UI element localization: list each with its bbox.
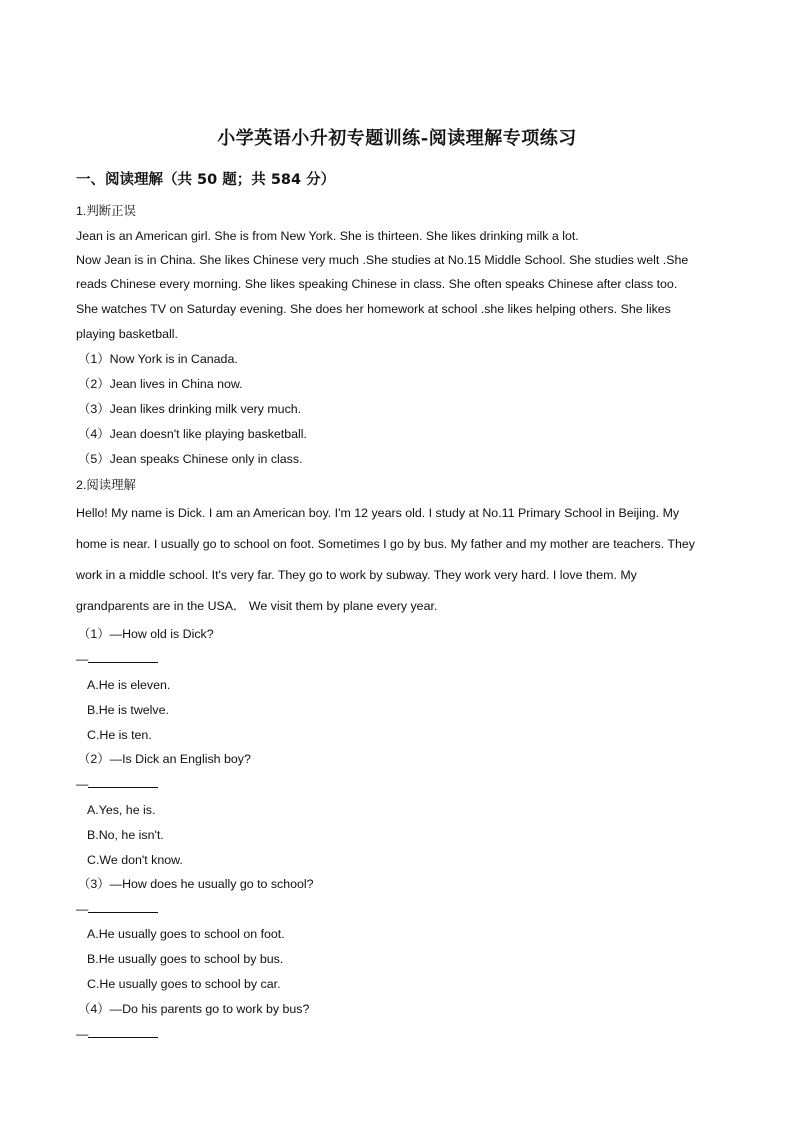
- answer-blank[interactable]: [76, 776, 158, 792]
- statement-5: （5）Jean speaks Chinese only in class.: [78, 452, 303, 466]
- answer-blank[interactable]: [76, 1026, 158, 1042]
- sub-question-2: （2）—Is Dick an English boy?: [78, 752, 251, 766]
- option-c: C.We don't know.: [87, 853, 183, 867]
- option-a: A.He is eleven.: [87, 678, 171, 692]
- statement-1: （1）Now York is in Canada.: [78, 352, 238, 366]
- option-b: B.He usually goes to school by bus.: [87, 952, 284, 966]
- option-b: B.No, he isn't.: [87, 828, 164, 842]
- passage-2-line: home is near. I usually go to school on foot. Sometimes I go by bus. My father and my mother are teachers. They: [76, 537, 695, 551]
- passage-2-line: work in a middle school. It's very far. They go to work by subway. They work very hard. I love them. My: [76, 568, 637, 582]
- option-c: C.He usually goes to school by car.: [87, 977, 281, 991]
- answer-blank[interactable]: [76, 901, 158, 917]
- statement-3: （3）Jean likes drinking milk very much.: [78, 402, 302, 416]
- blank-line: [88, 902, 158, 913]
- option-c: C.He is ten.: [87, 728, 152, 742]
- blank-line: [88, 1027, 158, 1038]
- sub-question-3: （3）—How does he usually go to school?: [78, 877, 314, 891]
- answer-dash: —: [76, 777, 89, 791]
- section-heading: 一、阅读理解（共 50 题；共 584 分）: [76, 172, 336, 188]
- passage-2-line: grandparents are in the USA． We visit them by plane every year.: [76, 599, 438, 613]
- sub-question-4: （4）—Do his parents go to work by bus?: [78, 1002, 310, 1016]
- question-1-label: 1.判断正误: [76, 204, 136, 218]
- passage-1-line: Now Jean is in China. She likes Chinese very much .She studies at No.15 Middle School. She studies welt .She: [76, 253, 689, 267]
- blank-line: [88, 777, 158, 788]
- passage-1-line: playing basketball.: [76, 327, 178, 341]
- answer-dash: —: [76, 652, 89, 666]
- passage-1-line: Jean is an American girl. She is from New York. She is thirteen. She likes drinking milk a lot.: [76, 229, 579, 243]
- question-2-label: 2.阅读理解: [76, 478, 136, 492]
- answer-blank[interactable]: [76, 651, 158, 667]
- option-a: A.He usually goes to school on foot.: [87, 927, 285, 941]
- statement-4: （4）Jean doesn't like playing basketball.: [78, 427, 307, 441]
- sub-question-1: （1）—How old is Dick?: [78, 627, 214, 641]
- document-title: 小学英语小升初专题训练-阅读理解专项练习: [217, 128, 577, 149]
- passage-1-line: She watches TV on Saturday evening. She does her homework at school .she likes helping others. She likes: [76, 302, 671, 316]
- passage-1-line: reads Chinese every morning. She likes speaking Chinese in class. She often speaks Chinese after class too.: [76, 277, 678, 291]
- statement-2: （2）Jean lives in China now.: [78, 377, 243, 391]
- answer-dash: —: [76, 1027, 89, 1041]
- passage-2-line: Hello! My name is Dick. I am an American boy. I'm 12 years old. I study at No.11 Primary School in Beijing. My: [76, 506, 680, 520]
- option-a: A.Yes, he is.: [87, 803, 156, 817]
- option-b: B.He is twelve.: [87, 703, 169, 717]
- blank-line: [88, 652, 158, 663]
- answer-dash: —: [76, 902, 89, 916]
